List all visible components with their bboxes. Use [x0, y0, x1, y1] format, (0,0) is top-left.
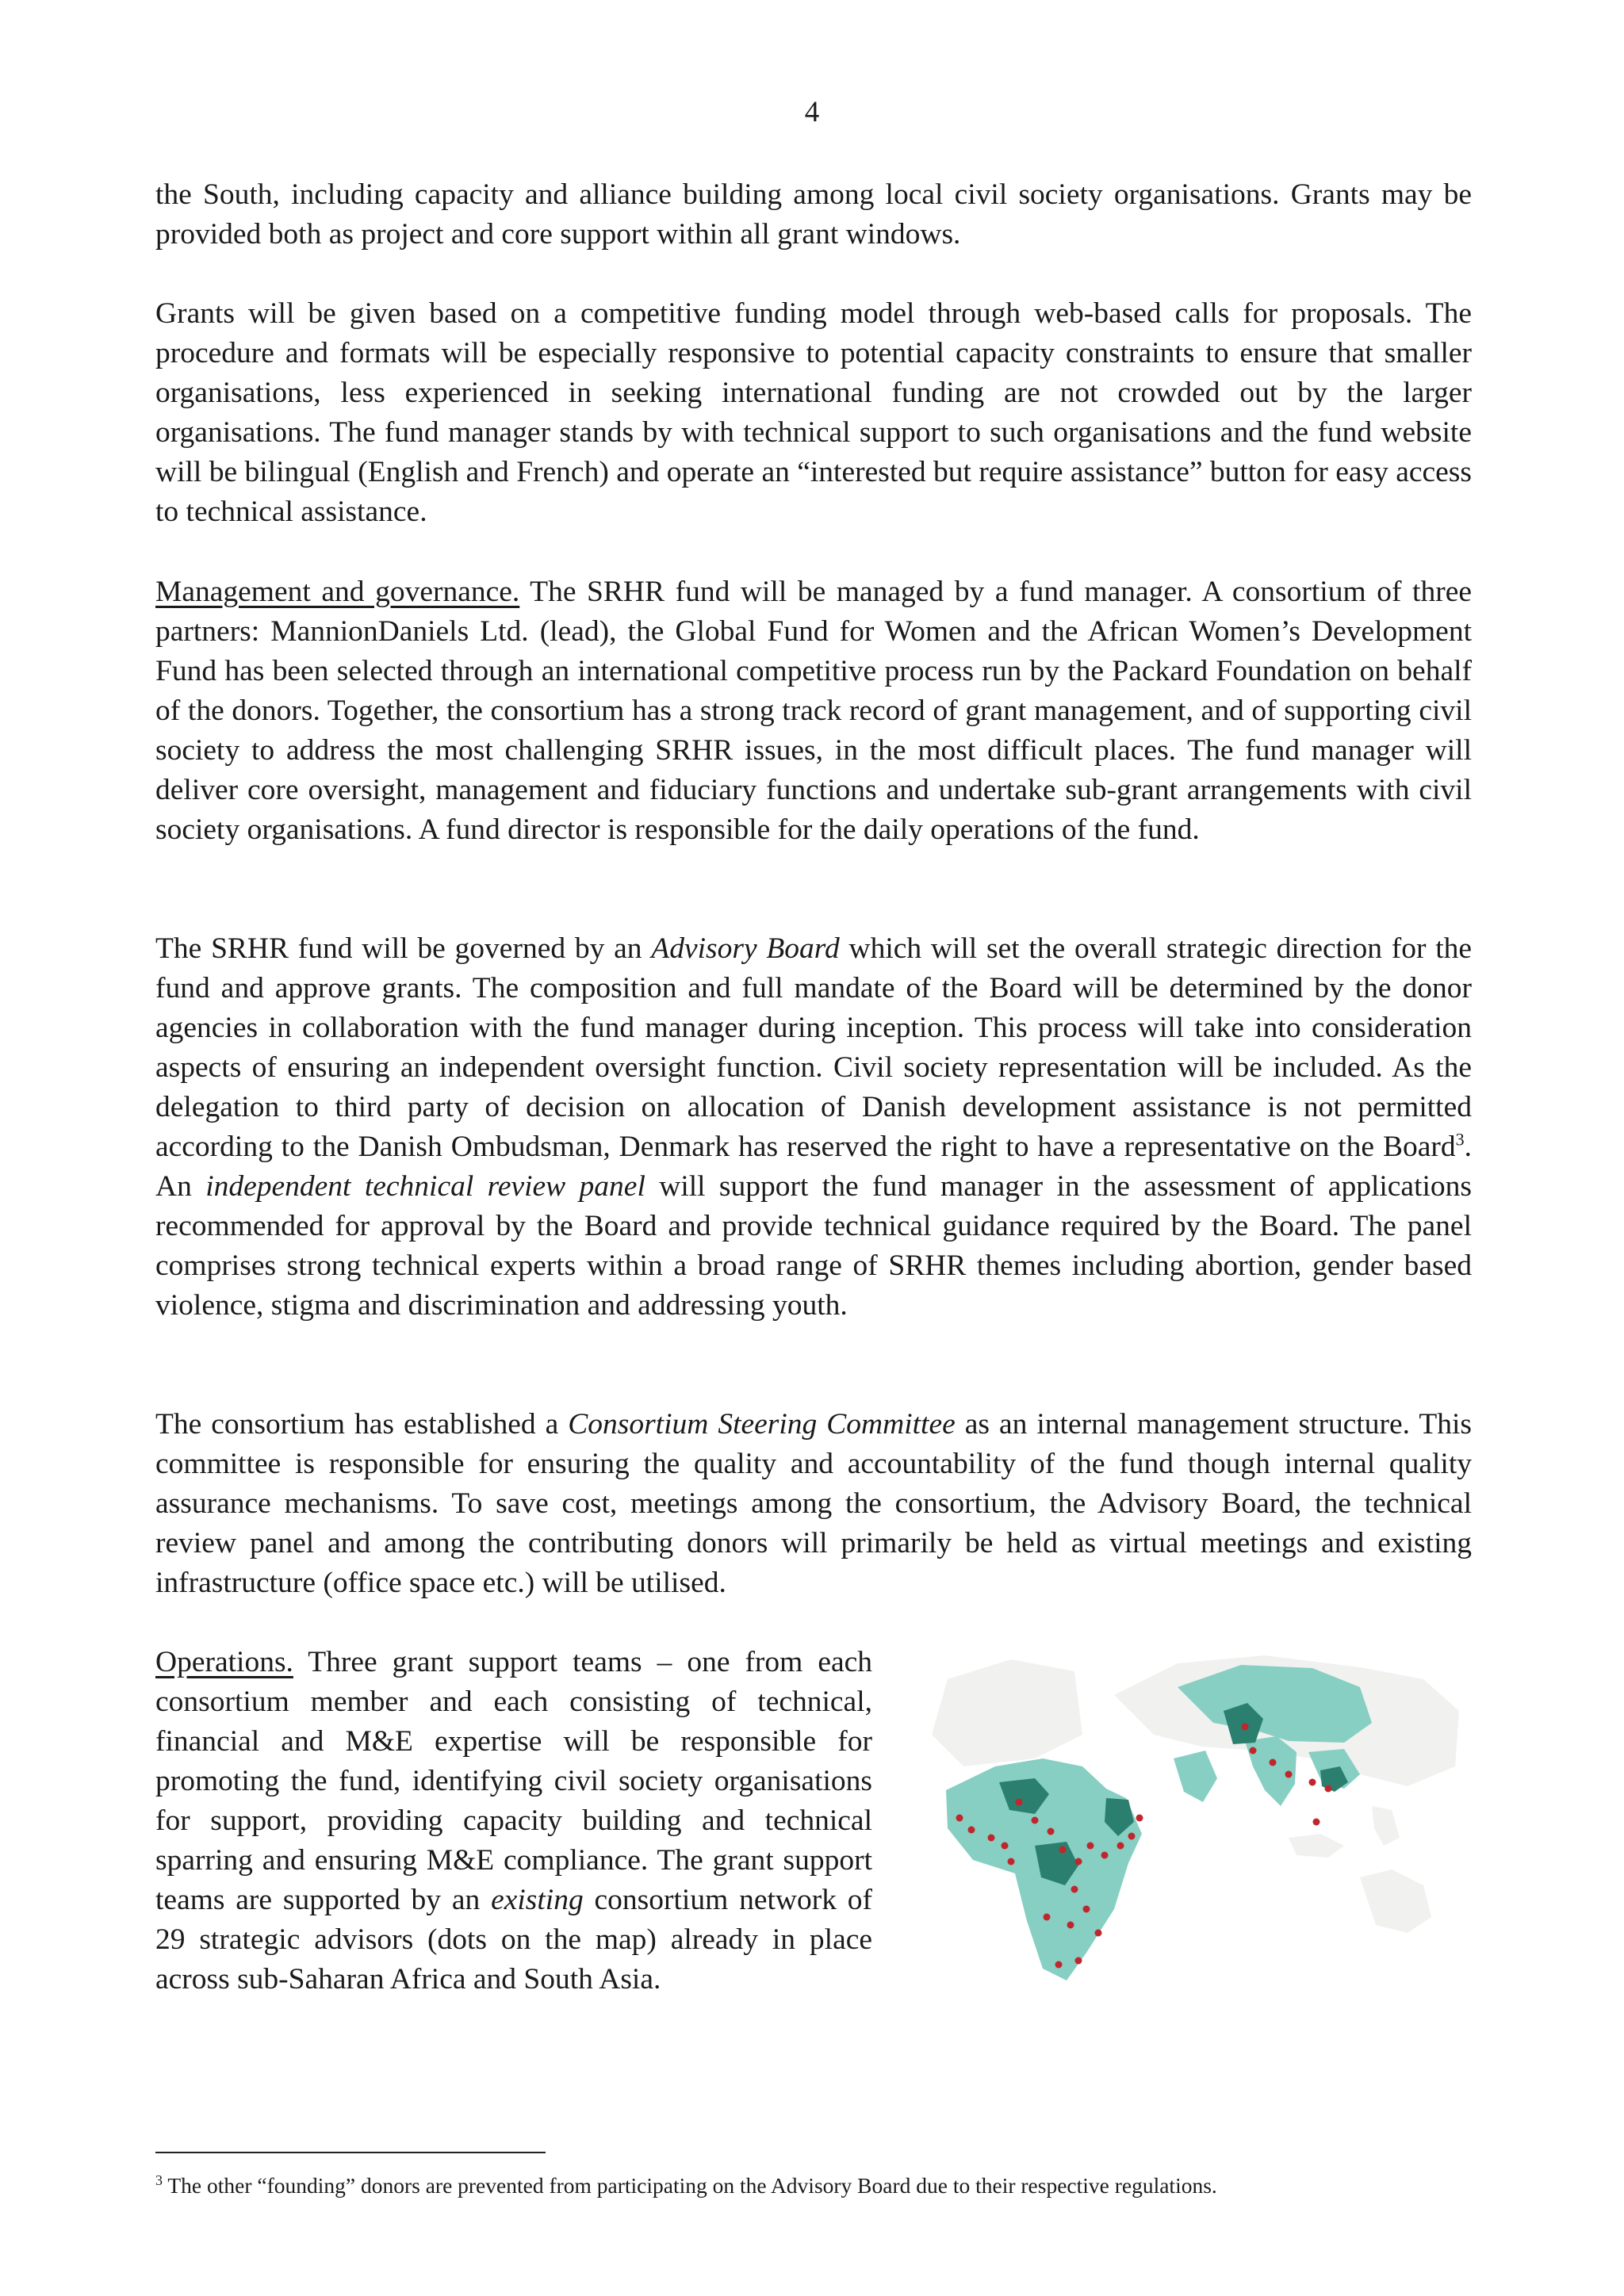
- paragraph-advisory-board: [155, 929, 1472, 1326]
- advisor-dot: [1095, 1930, 1102, 1937]
- review-panel-term: independent technical review panel: [205, 1170, 645, 1203]
- advisor-dot: [1313, 1819, 1320, 1826]
- advisor-dot: [1008, 1858, 1015, 1866]
- advisor-dot: [1242, 1724, 1249, 1731]
- advisor-dot: [968, 1827, 975, 1834]
- footnote-text: The other “founding” donors are prevented from participating on the Advisory Board due to their respective regulations.: [163, 2173, 1217, 2198]
- advisor-dot: [1325, 1785, 1332, 1793]
- section-heading-operations: Operations.: [155, 1646, 293, 1678]
- advisor-dot: [988, 1835, 995, 1842]
- paragraph-steering-committee: [155, 1405, 1472, 1603]
- advisor-dot: [1055, 1961, 1063, 1969]
- advisor-dot: [1250, 1747, 1257, 1755]
- advisor-dot: [1270, 1759, 1277, 1766]
- paragraph-operations: [155, 1643, 872, 1999]
- operations-text-1: Three grant support teams – one from each consortium member and each consisting of technical, financial and M&E expertise will be responsible for promoting the fund, identifying civil society organisations for support, providing capacity building and technical sparring and ensuring M&E compliance. The grant support teams are supported by an: [155, 1646, 872, 1916]
- advisory-text-4: will support the fund manager in the assessment of applications recommended for approval by the Board and provide technical guidance required by the Board. The panel comprises strong technical experts within a broad range of SRHR themes including abortion, gender based violence, stigma and discrimination and addressing youth.: [155, 1170, 1473, 1322]
- advisory-text-3: . An: [155, 1131, 1472, 1203]
- footnote-reference: 3: [1455, 1129, 1465, 1150]
- advisor-dot: [1075, 1858, 1082, 1866]
- steering-committee-term: Consortium Steering Committee: [568, 1408, 956, 1441]
- advisor-dot: [1309, 1779, 1316, 1786]
- advisor-dot: [1285, 1771, 1293, 1778]
- existing-term: existing: [491, 1884, 584, 1916]
- advisor-dot: [1128, 1833, 1136, 1840]
- page-number: 4: [804, 96, 820, 128]
- advisor-dot: [1059, 1846, 1067, 1854]
- advisor-dot: [1044, 1914, 1051, 1921]
- advisory-board-term: Advisory Board: [651, 932, 840, 965]
- footnote: [155, 2172, 1488, 2200]
- advisor-dot: [1083, 1906, 1090, 1913]
- advisor-dot: [1087, 1843, 1094, 1850]
- advisor-dot: [1101, 1852, 1109, 1859]
- advisor-dot: [1016, 1799, 1023, 1806]
- section-heading-management: Management and governance.: [155, 576, 520, 608]
- operations-text-2: consortium network of 29 strategic advisors (dots on the map) already in place across sub-Saharan Africa and South Asia.: [155, 1884, 872, 1996]
- committee-text-1: The consortium has established a: [155, 1408, 569, 1441]
- footnote-separator: [155, 2152, 546, 2153]
- advisory-text-2: which will set the overall strategic direction for the fund and approve grants. The composition and full mandate of the Board will be determined by the donor agencies in collaboration with the fund manager during inception. This process will take into consideration aspects of ensuring an independent oversight function. Civil society representation will be included. As the delegation to third party of decision on allocation of Danish development assistance is not permitted according to the Danish Ombudsman, Denmark has reserved the right to have a representative on the Board: [155, 932, 1473, 1163]
- footnote-number: 3: [155, 2172, 163, 2188]
- paragraph-grant-windows: the South, including capacity and alliance building among local civil society organisations. Grants may be provided both as project and core support within all grant windows.: [155, 178, 1472, 251]
- advisor-dot: [1071, 1886, 1078, 1893]
- advisor-dot: [1002, 1843, 1009, 1850]
- management-text: The SRHR fund will be managed by a fund manager. A consortium of three partners: MannionDaniels Ltd. (lead), the Global Fund for Women and the African Women’s Development Fund has been selected through an international competitive process run by the Packard Foundation on behalf of the donors. Together, the consortium has a strong track record of grant management, and of supporting civil society to address the most challenging SRHR issues, in the most difficult places. The fund manager will deliver core oversight, management and fiduciary functions and undertake sub-grant arrangements with civil society organisations. A fund director is responsible for the daily operations of the fund.: [155, 576, 1472, 846]
- committee-text-2: as an internal management structure. This committee is responsible for ensuring the quality and accountability of the fund though internal quality assurance mechanisms. To save cost, meetings among the consortium, the Advisory Board, the technical review panel and among the contributing donors will primarily be held as virtual meetings and existing infrastructure (office space etc.) will be utilised.: [155, 1408, 1472, 1599]
- paragraph-competitive-funding: Grants will be given based on a competitive funding model through web-based calls for proposals. The procedure and formats will be especially responsive to potential capacity constraints to ensure that smaller organisations, less experienced in seeking international funding are not crowded out by the larger organisations. The fund manager stands by with technical support to such organisations and the fund website will be bilingual (English and French) and operate an “interested but require assistance” button for easy access to technical assistance.: [155, 297, 1472, 528]
- advisor-network-map: [916, 1647, 1463, 2028]
- advisor-dot: [1075, 1957, 1082, 1965]
- advisory-text-1: The SRHR fund will be governed by an: [155, 932, 652, 965]
- advisor-dot: [1117, 1843, 1124, 1850]
- advisor-dot: [1067, 1922, 1074, 1929]
- advisor-dot: [1136, 1815, 1143, 1822]
- advisor-dot: [1048, 1828, 1055, 1835]
- paragraph-management-governance: [155, 572, 1472, 850]
- advisor-dot: [956, 1815, 963, 1822]
- advisor-dot: [1032, 1817, 1039, 1824]
